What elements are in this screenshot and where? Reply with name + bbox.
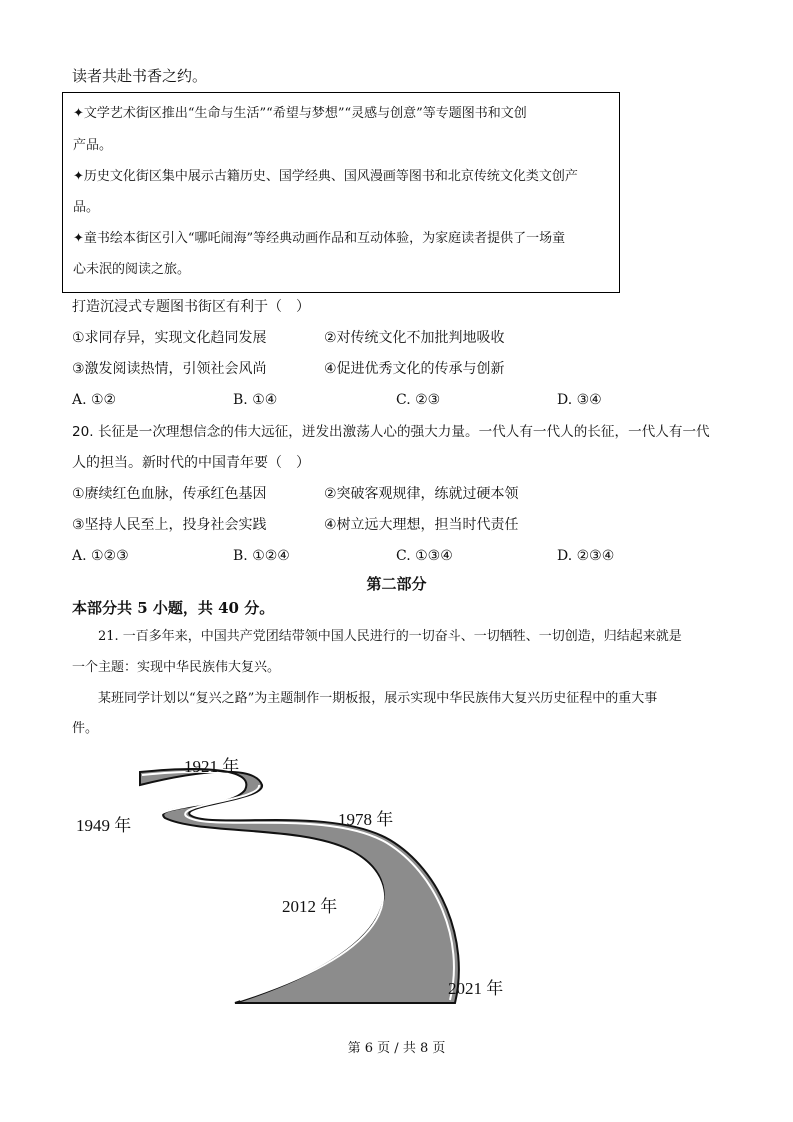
page-footer: 第 6 页 / 共 8 页: [347, 1041, 446, 1056]
q19-item: ①求同存异，实现文化趋同发展: [72, 330, 267, 346]
box-line: 心未泯的阅读之旅。: [73, 262, 191, 277]
q19-option-c: C. ②③: [396, 392, 441, 408]
q21-line: 一个主题：实现中华民族伟大复兴。: [72, 660, 281, 675]
year-label: 2021 年: [448, 979, 504, 998]
q20-item: ②突破客观规律，练就过硬本领: [324, 486, 519, 502]
q19-item: ②对传统文化不加批判地吸收: [324, 330, 505, 346]
q19-option-d: D. ③④: [557, 392, 602, 408]
box-line: 品。: [73, 200, 100, 215]
q20-option-d: D. ②③④: [557, 548, 615, 564]
part2-desc: 本部分共 5 小题，共 40 分。: [72, 599, 275, 617]
q20-item: ④树立远大理想，担当时代责任: [324, 517, 519, 533]
q19-stem: 打造沉浸式专题图书街区有利于（ ）: [72, 299, 310, 315]
q20-stem: 20. 长征是一次理想信念的伟大远征，迸发出激荡人心的强大力量。一代人有一代人的长征，一代人有一代: [72, 424, 710, 440]
year-label: 1921 年: [184, 757, 240, 776]
q20-option-b: B. ①②④: [233, 548, 290, 564]
year-label: 1949 年: [76, 816, 132, 835]
year-label: 2012 年: [282, 897, 338, 916]
q21-line: 21. 一百多年来，中国共产党团结带领中国人民进行的一切奋斗、一切牺牲、一切创造，归结起来就是: [98, 629, 682, 644]
q21-line: 件。: [72, 721, 99, 736]
q20-option-c: C. ①③④: [396, 548, 453, 564]
box-line: ✦历史文化街区集中展示古籍历史、国学经典、国风漫画等图书和北京传统文化类文创产: [73, 169, 578, 184]
q19-option-b: B. ①④: [233, 392, 278, 408]
box-line: 产品。: [73, 138, 113, 153]
q20-item: ①赓续红色血脉，传承红色基因: [72, 486, 267, 502]
q20-stem: 人的担当。新时代的中国青年要（ ）: [72, 455, 310, 471]
q19-option-a: A. ①②: [72, 392, 117, 408]
intro-tail: 读者共赴书香之约。: [72, 67, 208, 85]
q19-item: ④促进优秀文化的传承与创新: [324, 361, 505, 377]
q21-line: 某班同学计划以“复兴之路”为主题制作一期板报，展示实现中华民族伟大复兴历史征程中的重大事: [98, 691, 658, 706]
box-line: ✦文学艺术街区推出“生命与生活”“希望与梦想”“灵感与创意”等专题图书和文创: [73, 106, 527, 121]
year-label: 1978 年: [338, 810, 394, 829]
part2-title: 第二部分: [366, 575, 427, 593]
box-line: ✦童书绘本街区引入“哪吒闹海”等经典动画作品和互动体验，为家庭读者提供了一场童: [73, 231, 566, 246]
road-shape: [140, 769, 459, 1003]
q20-option-a: A. ①②③: [72, 548, 129, 564]
q20-item: ③坚持人民至上，投身社会实践: [72, 517, 267, 533]
q19-item: ③激发阅读热情，引领社会风尚: [72, 361, 267, 377]
